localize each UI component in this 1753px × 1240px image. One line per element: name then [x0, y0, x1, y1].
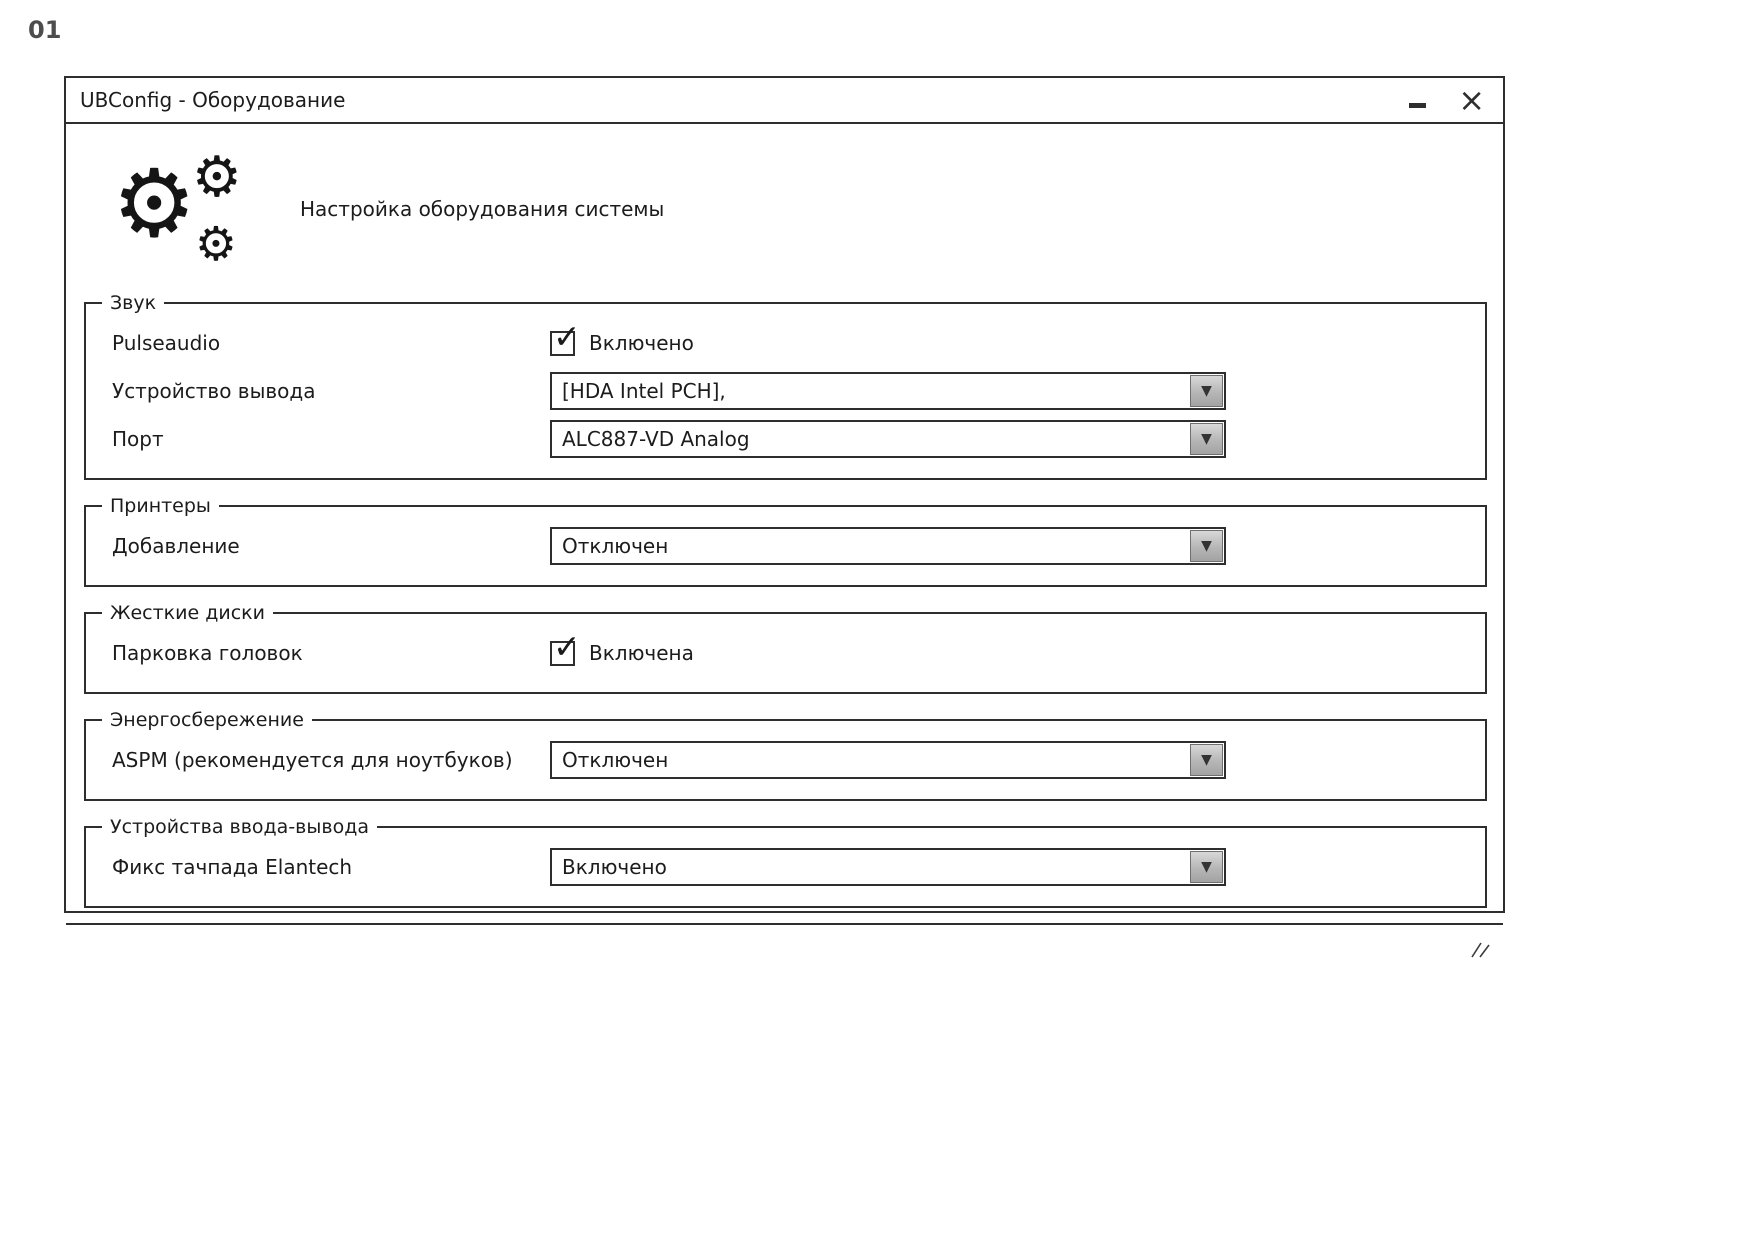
- setting-row-elantech-fix: [86, 848, 1485, 886]
- head-parking-checkbox[interactable]: [550, 626, 581, 666]
- group-printers: [84, 495, 1487, 587]
- output-device-dropdown[interactable]: [550, 372, 1226, 410]
- setting-label: Порт: [112, 427, 164, 451]
- group-power-saving-legend: Энергосбережение: [110, 709, 304, 731]
- window-titlebar[interactable]: [66, 78, 1503, 124]
- gear-small-icon: ⚙: [194, 217, 237, 272]
- gears-icon: [112, 145, 244, 272]
- dropdown-arrow-button[interactable]: [1190, 744, 1223, 776]
- dropdown-value: Отключен: [562, 748, 669, 772]
- status-bar: [66, 923, 1503, 967]
- window-content: [66, 124, 1503, 923]
- check-icon: ✓: [553, 626, 581, 666]
- dropdown-value: [HDA Intel PCH],: [562, 379, 726, 403]
- group-hard-drives: [84, 602, 1487, 694]
- window-controls: [1409, 81, 1485, 119]
- printer-add-dropdown[interactable]: [550, 527, 1226, 565]
- setting-label: Парковка головок: [112, 641, 303, 665]
- group-sound: [84, 292, 1487, 480]
- port-dropdown[interactable]: [550, 420, 1226, 458]
- gear-medium-icon: ⚙: [191, 145, 242, 210]
- setting-label: Добавление: [112, 534, 240, 558]
- setting-row-port: [86, 420, 1485, 458]
- minimize-button[interactable]: [1409, 87, 1426, 113]
- group-sound-legend: Звук: [110, 292, 157, 314]
- setting-label: Устройство вывода: [112, 379, 316, 403]
- gear-large-icon: ⚙: [112, 150, 197, 259]
- checkbox-state-label: Включено: [589, 331, 694, 355]
- figure-label: 01: [28, 16, 62, 44]
- dropdown-arrow-button[interactable]: [1190, 423, 1223, 455]
- dropdown-value: ALC887-VD Analog: [562, 427, 750, 451]
- chevron-down-icon: ▼: [1201, 538, 1212, 554]
- dropdown-arrow-button[interactable]: [1190, 530, 1223, 562]
- group-printers-legend: Принтеры: [110, 495, 211, 517]
- elantech-fix-dropdown[interactable]: [550, 848, 1226, 886]
- setting-control: [550, 316, 694, 356]
- close-button[interactable]: ×: [1458, 81, 1485, 119]
- setting-label: ASPM (рекомендуется для ноутбуков): [112, 748, 513, 772]
- setting-row-printer-add: [86, 527, 1485, 565]
- checkbox-state-label: Включена: [589, 641, 694, 665]
- group-io-devices-legend: Устройства ввода-вывода: [110, 816, 369, 838]
- chevron-down-icon: ▼: [1201, 752, 1212, 768]
- setting-control: [550, 626, 694, 666]
- chevron-down-icon: ▼: [1201, 859, 1212, 875]
- dropdown-value: Отключен: [562, 534, 669, 558]
- ubconfig-window: [64, 76, 1505, 913]
- pulseaudio-checkbox[interactable]: [550, 316, 581, 356]
- resize-grip-icon[interactable]: [1469, 942, 1491, 958]
- minimize-icon: [1409, 103, 1426, 108]
- setting-row-pulseaudio: [86, 316, 1485, 362]
- group-hard-drives-legend: Жесткие диски: [110, 602, 265, 624]
- setting-label: Pulseaudio: [112, 331, 221, 355]
- group-io-devices: [84, 816, 1487, 908]
- setting-row-aspm: [86, 741, 1485, 779]
- header-description: Настройка оборудования системы: [300, 197, 665, 221]
- group-power-saving: [84, 709, 1487, 801]
- setting-row-output-device: [86, 372, 1485, 410]
- setting-row-head-parking: [86, 626, 1485, 672]
- app-header: [112, 145, 1487, 272]
- window-title: UBConfig - Оборудование: [80, 88, 346, 112]
- chevron-down-icon: ▼: [1201, 383, 1212, 399]
- dropdown-arrow-button[interactable]: [1190, 851, 1223, 883]
- dropdown-value: Включено: [562, 855, 667, 879]
- setting-label: Фикс тачпада Elantech: [112, 855, 353, 879]
- dropdown-arrow-button[interactable]: [1190, 375, 1223, 407]
- chevron-down-icon: ▼: [1201, 431, 1212, 447]
- aspm-dropdown[interactable]: [550, 741, 1226, 779]
- check-icon: ✓: [553, 316, 581, 356]
